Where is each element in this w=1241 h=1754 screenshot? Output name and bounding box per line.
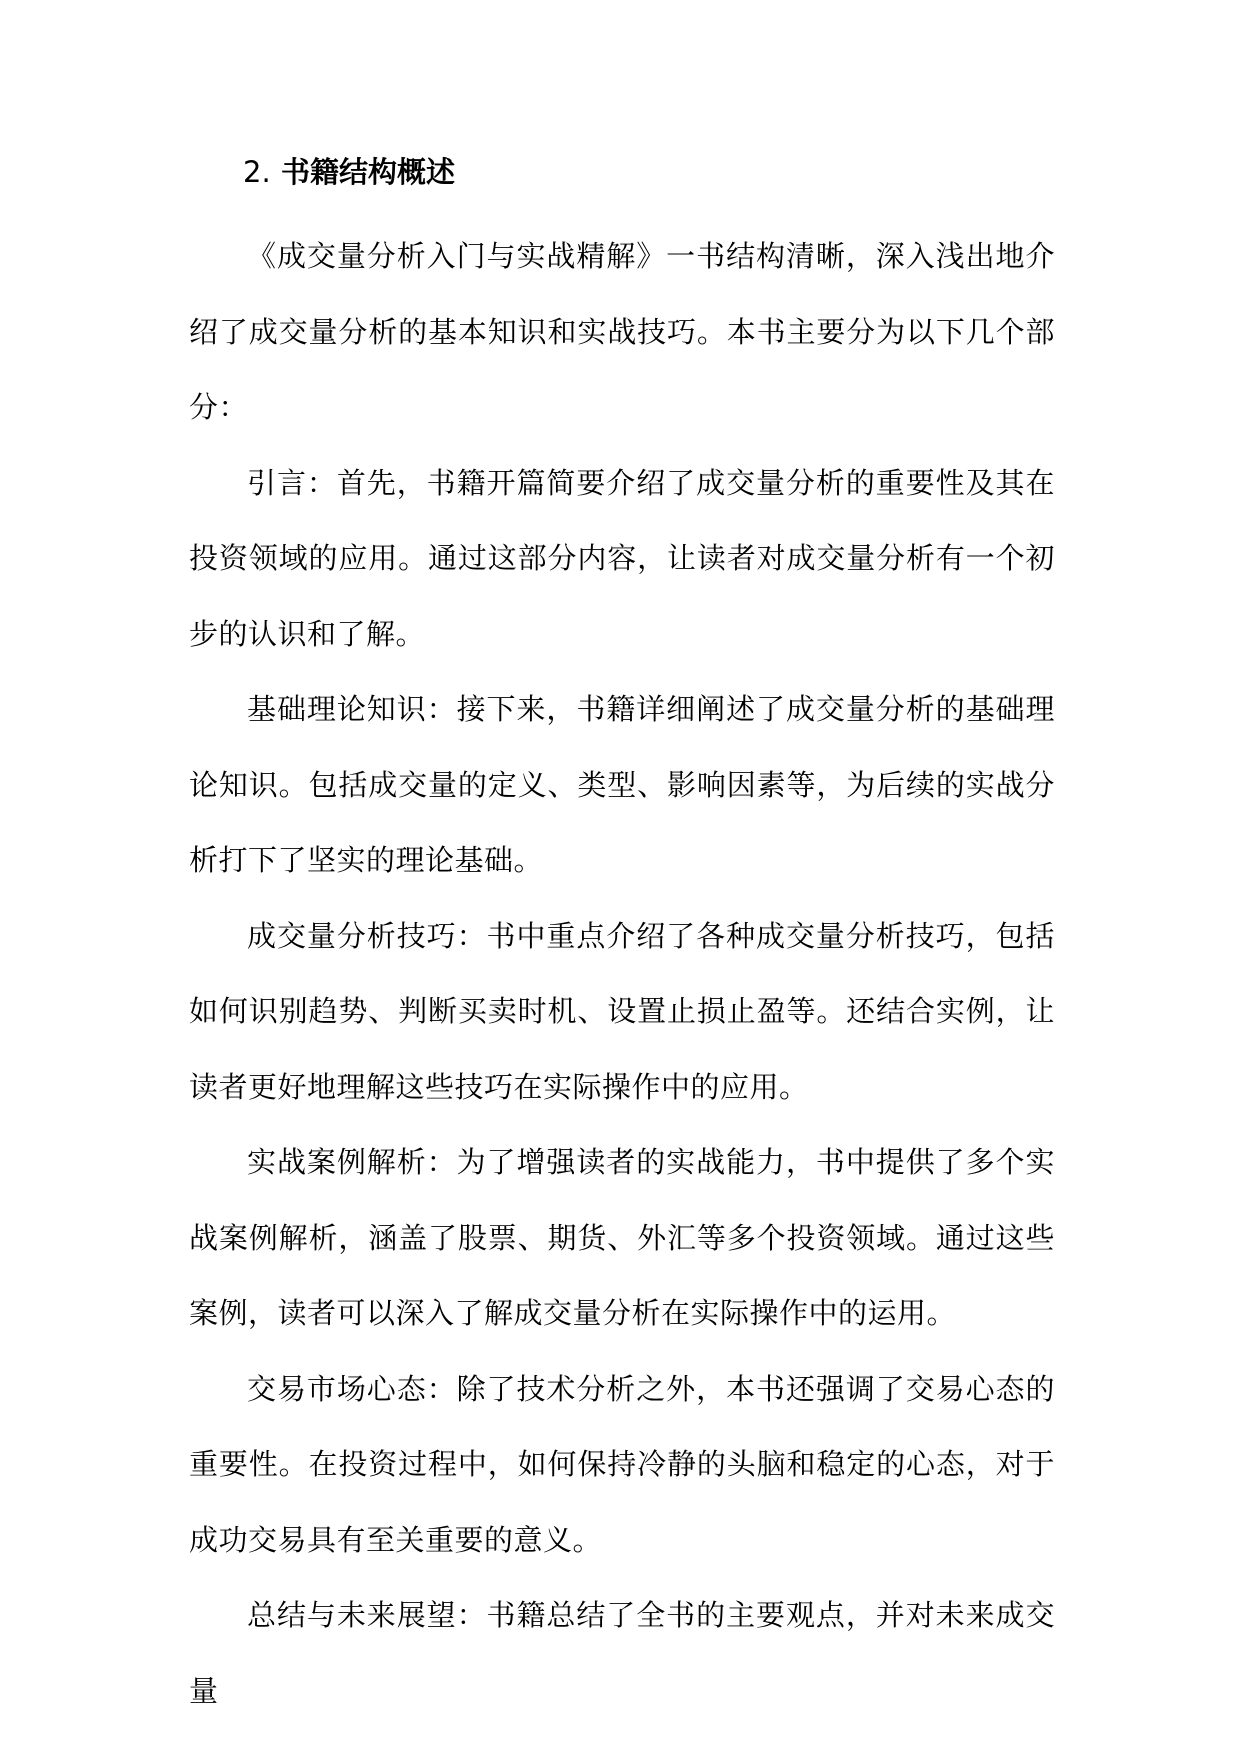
summary-paragraph: 总结与未来展望：书籍总结了全书的主要观点，并对未来成交量 xyxy=(189,1598,1055,1708)
trading-mindset-paragraph: 交易市场心态：除了技术分析之外，本书还强调了交易心态的重要性。在投资过程中，如何保持冷静的头脑和稳定的心态，对于成功交易具有至关重要的意义。 xyxy=(189,1371,1055,1557)
basic-theory-paragraph: 基础理论知识：接下来，书籍详细阐述了成交量分析的基础理论知识。包括成交量的定义、类型、影响因素等，为后续的实战分析打下了坚实的理论基础。 xyxy=(189,692,1055,877)
section-heading xyxy=(243,150,455,194)
section-title: 书籍结构概述 xyxy=(281,155,456,189)
intro-paragraph: 《成交量分析入门与实战精解》一书结构清晰，深入浅出地介绍了成交量分析的基本知识和实战技巧。本书主要分为以下几个部分： xyxy=(189,239,1055,424)
introduction-paragraph: 引言：首先，书籍开篇简要介绍了成交量分析的重要性及其在投资领域的应用。通过这部分内容，让读者对成交量分析有一个初步的认识和了解。 xyxy=(189,465,1055,651)
section-number: 2. xyxy=(243,155,271,189)
case-studies-paragraph: 实战案例解析：为了增强读者的实战能力，书中提供了多个实战案例解析，涵盖了股票、期货、外汇等多个投资领域。通过这些案例，读者可以深入了解成交量分析在实际操作中的运用。 xyxy=(189,1145,1055,1330)
body-text xyxy=(189,219,1055,1729)
analysis-techniques-paragraph: 成交量分析技巧：书中重点介绍了各种成交量分析技巧，包括如何识别趋势、判断买卖时机、设置止损止盈等。还结合实例，让读者更好地理解这些技巧在实际操作中的应用。 xyxy=(189,918,1055,1104)
